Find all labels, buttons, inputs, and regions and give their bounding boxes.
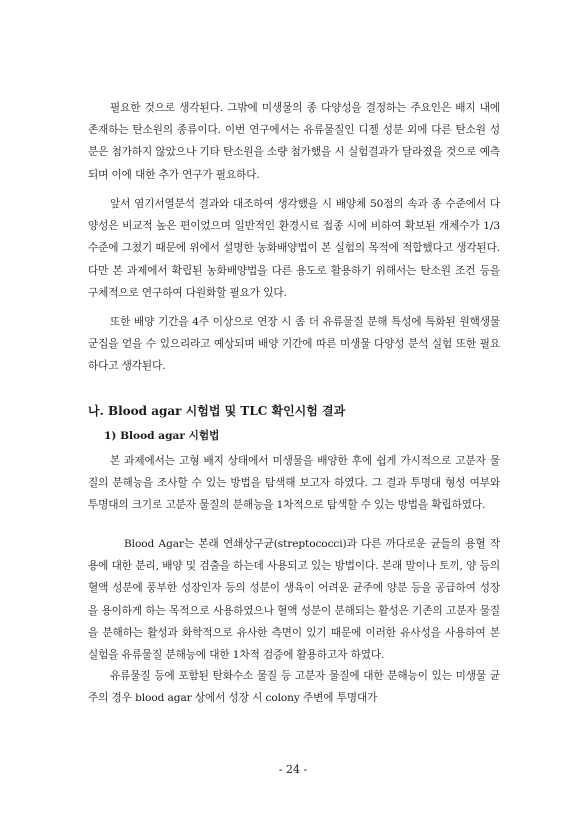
body-paragraph: 본 과제에서는 고형 배지 상태에서 미생물을 배양한 후에 쉽게 가시적으로 고분자 물질의 분해능을 조사할 수 있는 방법을 탐색해 보고자 하였다. 그 결과 투명대 형성 여부와 투명대의 크기로 고분자 물질의 분해능을 1차적으로 탐색할 수 있는 방법을 확립하였다.: [88, 455, 500, 512]
body-paragraph: 유류물질 등에 포함된 탄화수소 물질 등 고분자 물질에 대한 분해능이 있는 미생물 균주의 경우 blood agar 상에서 성장 시 colony 주변에 투명대가: [88, 670, 500, 705]
body-paragraph: 앞서 염기서열분석 결과와 대조하여 생각했을 시 배양체 50점의 속과 종 수준에서 다양성은 비교적 높은 편이었으며 일반적인 환경시료 접종 시에 비하여 확보된 개체수가 1/3 수준에 그쳤기 때문에 위에서 설명한 농화배양법이 본 실험의 목적에 적합했다고 생각된다. 다만 본 과제에서 확립된 농화배양법을 다른 용도로 활용하기 위해서는 탄소원 조건 등을 구체적으로 연구하여 다원화할 필요가 있다.: [88, 198, 500, 299]
page-number: - 24 -: [278, 763, 308, 776]
subsection-heading: 1) Blood agar 시험법: [104, 430, 220, 442]
body-paragraph: 또한 배양 기간을 4주 이상으로 연장 시 좀 더 유류물질 분해 특성에 특화된 원핵생물 군집을 얻을 수 있으리라고 예상되며 배양 기간에 따른 미생물 다양성 분석 실험 또한 필요하다고 생각된다.: [88, 316, 500, 373]
body-paragraph: 필요한 것으로 생각된다. 그밖에 미생물의 종 다양성을 결정하는 주요인은 배지 내에 존재하는 탄소원의 종류이다. 이번 연구에서는 유류물질인 디젤 성분 외에 다른 탄소원 성분은 첨가하지 않았으나 기타 탄소원을 소량 첨가했을 시 실험결과가 달라졌을 것으로 예측되며 이에 대한 추가 연구가 필요하다.: [88, 102, 500, 181]
body-paragraph: Blood Agar는 본래 연쇄상구균(streptococci)과 다른 까다로운 균들의 용혈 작용에 대한 분리, 배양 및 검출을 하는데 사용되고 있는 방법이다. 본래 말이나 토끼, 양 등의 혈액 성분에 풍부한 성장인자 등의 성분이 생육이 어려운 균주에 양분 등을 공급하여 성장을 용이하게 하는 목적으로 사용하였으나 혈액 성분이 분해되는 활성은 기존의 고분자 물질을 분해하는 활성과 화학적으로 유사한 측면이 있기 때문에 이러한 유사성을 사용하여 본 실험을 유류물질 분해능에 대한 1차적 검증에 활용하고자 하였다.: [88, 538, 500, 662]
section-heading: 나. Blood agar 시험법 및 TLC 확인시험 결과: [88, 404, 346, 418]
